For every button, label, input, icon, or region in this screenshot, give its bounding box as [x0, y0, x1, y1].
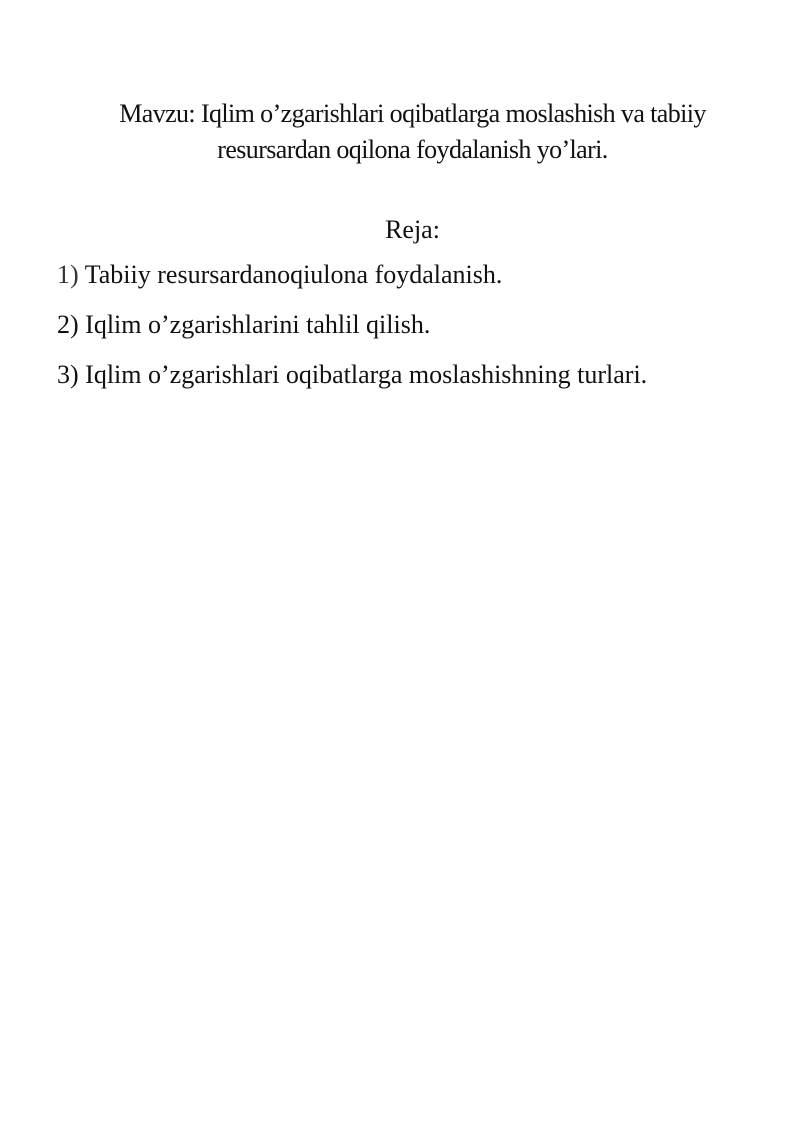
plan-item-number: 1) [57, 260, 79, 289]
plan-item-text: Iqlim o’zgarishlarini tahlil qilish. [78, 310, 431, 339]
title-line-1: Mavzu: Iqlim o’zgarishlari oqibatlarga moslashish va tabiiy [119, 99, 706, 128]
plan-list [57, 258, 647, 408]
plan-item [57, 258, 647, 308]
page-title [60, 96, 765, 168]
plan-heading: Reja: [385, 215, 440, 244]
plan-item [57, 308, 647, 358]
plan-item-text: Tabiiy resursardanoqiulona foydalanish. [78, 260, 503, 289]
plan-item-text: Iqlim o’zgarishlari oqibatlarga moslashishning turlari. [78, 360, 648, 389]
plan-item-number: 3) [57, 360, 79, 389]
title-line-2: resursardan oqilona foydalanish yo’lari. [217, 135, 608, 164]
plan-item [57, 358, 647, 408]
plan-item-number: 2) [57, 310, 79, 339]
